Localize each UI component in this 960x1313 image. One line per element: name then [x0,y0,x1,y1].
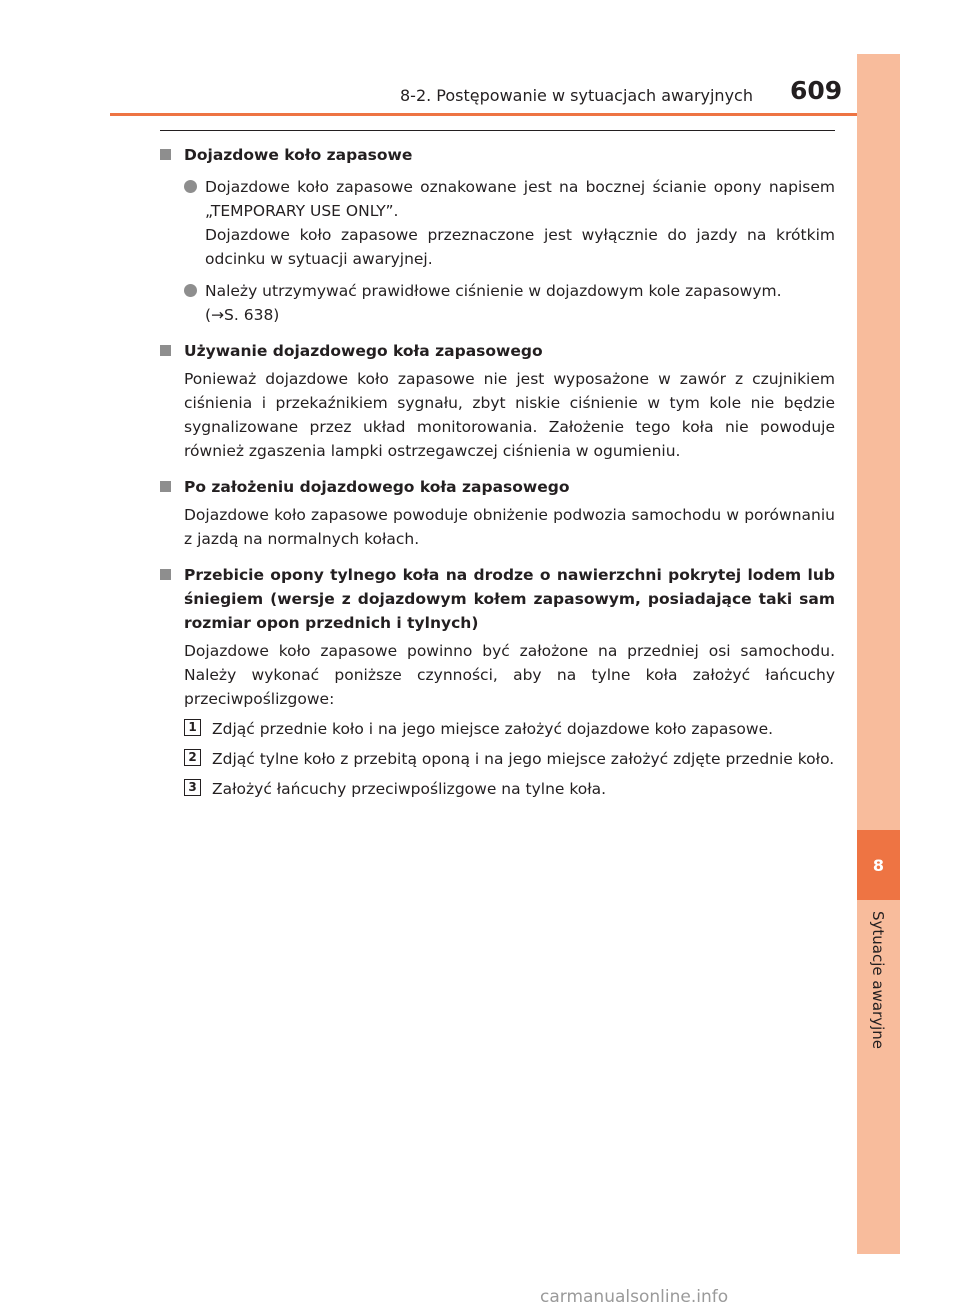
list-item [184,279,835,327]
section-title: Przebicie opony tylnego koła na drodze o nawierzchni pokrytej lodem lub śniegiem (wersje z dojazdowym kołem zapasowym, posiadające taki sam rozmiar opon przednich i tylnych) [184,566,835,632]
square-bullet-icon [160,569,171,580]
section-heading [160,475,835,499]
page-number: 609 [790,76,843,105]
watermark: carmanualsonline.info [540,1287,729,1307]
step-item [184,717,835,741]
page-header [0,0,960,120]
header-rule [110,113,900,116]
step-text: Zdjąć przednie koło i na jego miejsce założyć dojazdowe koło zapasowe. [212,720,774,738]
bullet-text: Należy utrzymywać prawidłowe ciśnienie w dojazdowym kole zapasowym. [205,282,782,300]
list-item [184,175,835,271]
header-section-title: 8-2. Postępowanie w sytuacjach awaryjnych [400,86,753,105]
step-number-box: 2 [184,749,201,766]
section-title: Używanie dojazdowego koła zapasowego [184,342,543,360]
section-body: Dojazdowe koło zapasowe powinno być założone na przedniej osi samochodu. Należy wykonać poniższe czynności, aby na tylne koła założyć łańcuchy przeciwpoślizgowe: [184,642,835,708]
main-content [160,130,835,813]
step-number-box: 3 [184,779,201,796]
square-bullet-icon [160,481,171,492]
step-item [184,777,835,801]
square-bullet-icon [160,345,171,356]
page-reference: (→S. 638) [205,306,280,324]
section-title: Po założeniu dojazdowego koła zapasowego [184,478,570,496]
bullet-text: Dojazdowe koło zapasowe przeznaczone jest wyłącznie do jazdy na krótkim odcinku w sytuacji awaryjnej. [205,226,835,268]
section-after-fitting [160,475,835,551]
section-body: Ponieważ dojazdowe koło zapasowe nie jest wyposażone w zawór z czujnikiem ciśnienia i przekaźnikiem sygnału, zbyt niskie ciśnienie w tym kole nie będzie sygnalizowane przez układ monitorowania. Założenie tego koła nie powoduje również zgaszenia lampki ostrzegawczej ciśnienia w ogumieniu. [184,370,835,460]
section-spare-wheel [160,143,835,327]
step-text: Zdjąć tylne koło z przebitą oponą i na jego miejsce założyć zdjęte przednie koło. [212,750,835,768]
section-title: Dojazdowe koło zapasowe [184,146,413,164]
step-item [184,747,835,771]
section-heading [160,143,835,167]
bullet-text: Dojazdowe koło zapasowe oznakowane jest na bocznej ścianie opony napisem „TEMPORARY USE ONLY”. [205,178,835,220]
section-heading [160,339,835,363]
section-rear-puncture [160,563,835,801]
chapter-number-tab: 8 [857,830,900,900]
square-bullet-icon [160,149,171,160]
section-body: Dojazdowe koło zapasowe powoduje obniżenie podwozia samochodu w porównaniu z jazdą na normalnych kołach. [184,506,835,548]
section-using-spare [160,339,835,463]
chapter-title-vertical: Sytuacje awaryjne [869,911,887,1049]
circle-bullet-icon [184,180,197,193]
content-top-rule [160,130,835,131]
circle-bullet-icon [184,284,197,297]
step-text: Założyć łańcuchy przeciwpoślizgowe na tylne koła. [212,780,607,798]
section-heading [160,563,835,635]
chapter-side-tab [857,54,900,1254]
step-number-box: 1 [184,719,201,736]
